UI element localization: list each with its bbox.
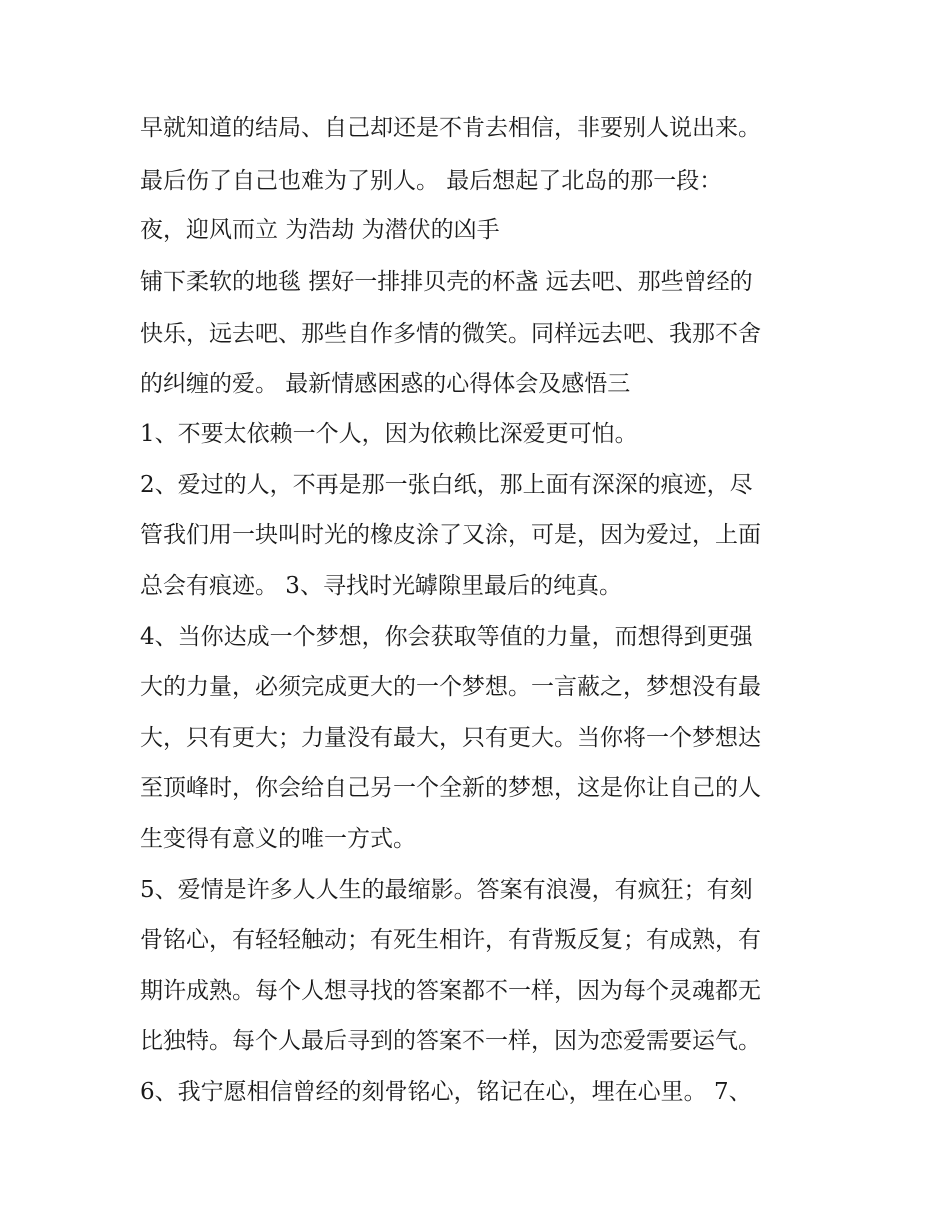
text-line: 2、爱过的人，不再是那一张白纸，那上面有深深的痕迹，尽	[140, 472, 753, 498]
text-line: 大，只有更大；力量没有最大，只有更大。当你将一个梦想达	[140, 725, 761, 751]
text-line: 5、爱情是许多人人生的最缩影。答案有浪漫，有疯狂；有刻	[140, 877, 753, 903]
text-line: 管我们用一块叫时光的橡皮涂了又涂，可是，因为爱过，上面	[140, 522, 761, 548]
text-line: 总会有痕迹。 3、寻找时光罅隙里最后的纯真。	[140, 573, 622, 599]
text-line: 1、不要太依赖一个人，因为依赖比深爱更可怕。	[140, 421, 638, 447]
text-line: 铺下柔软的地毯 摆好一排排贝壳的杯盏 远去吧、那些曾经的	[140, 269, 753, 295]
text-line: 的纠缠的爱。 最新情感困惑的心得体会及感悟三	[140, 371, 631, 397]
text-line: 夜，迎风而立 为浩劫 为潜伏的凶手	[140, 217, 500, 243]
text-line: 生变得有意义的唯一方式。	[140, 826, 416, 852]
text-line: 4、当你达成一个梦想，你会获取等值的力量，而想得到更强	[140, 624, 753, 650]
text-line: 快乐，远去吧、那些自作多情的微笑。同样远去吧、我那不舍	[140, 321, 761, 347]
text-line: 大的力量，必须完成更大的一个梦想。一言蔽之，梦想没有最	[140, 674, 761, 700]
text-line: 至顶峰时，你会给自己另一个全新的梦想，这是你让自己的人	[140, 775, 761, 801]
text-line: 最后伤了自己也难为了别人。 最后想起了北岛的那一段：	[140, 168, 723, 194]
text-line: 早就知道的结局、自己却还是不肯去相信，非要别人说出来。	[140, 115, 761, 141]
text-line: 骨铭心，有轻轻触动；有死生相许，有背叛反复；有成熟，有	[140, 927, 761, 953]
text-line: 比独特。每个人最后寻到的答案不一样，因为恋爱需要运气。	[140, 1028, 761, 1054]
text-line: 期许成熟。每个人想寻找的答案都不一样，因为每个灵魂都无	[140, 978, 761, 1004]
text-line: 6、我宁愿相信曾经的刻骨铭心，铭记在心，埋在心里。 7、	[140, 1079, 752, 1105]
